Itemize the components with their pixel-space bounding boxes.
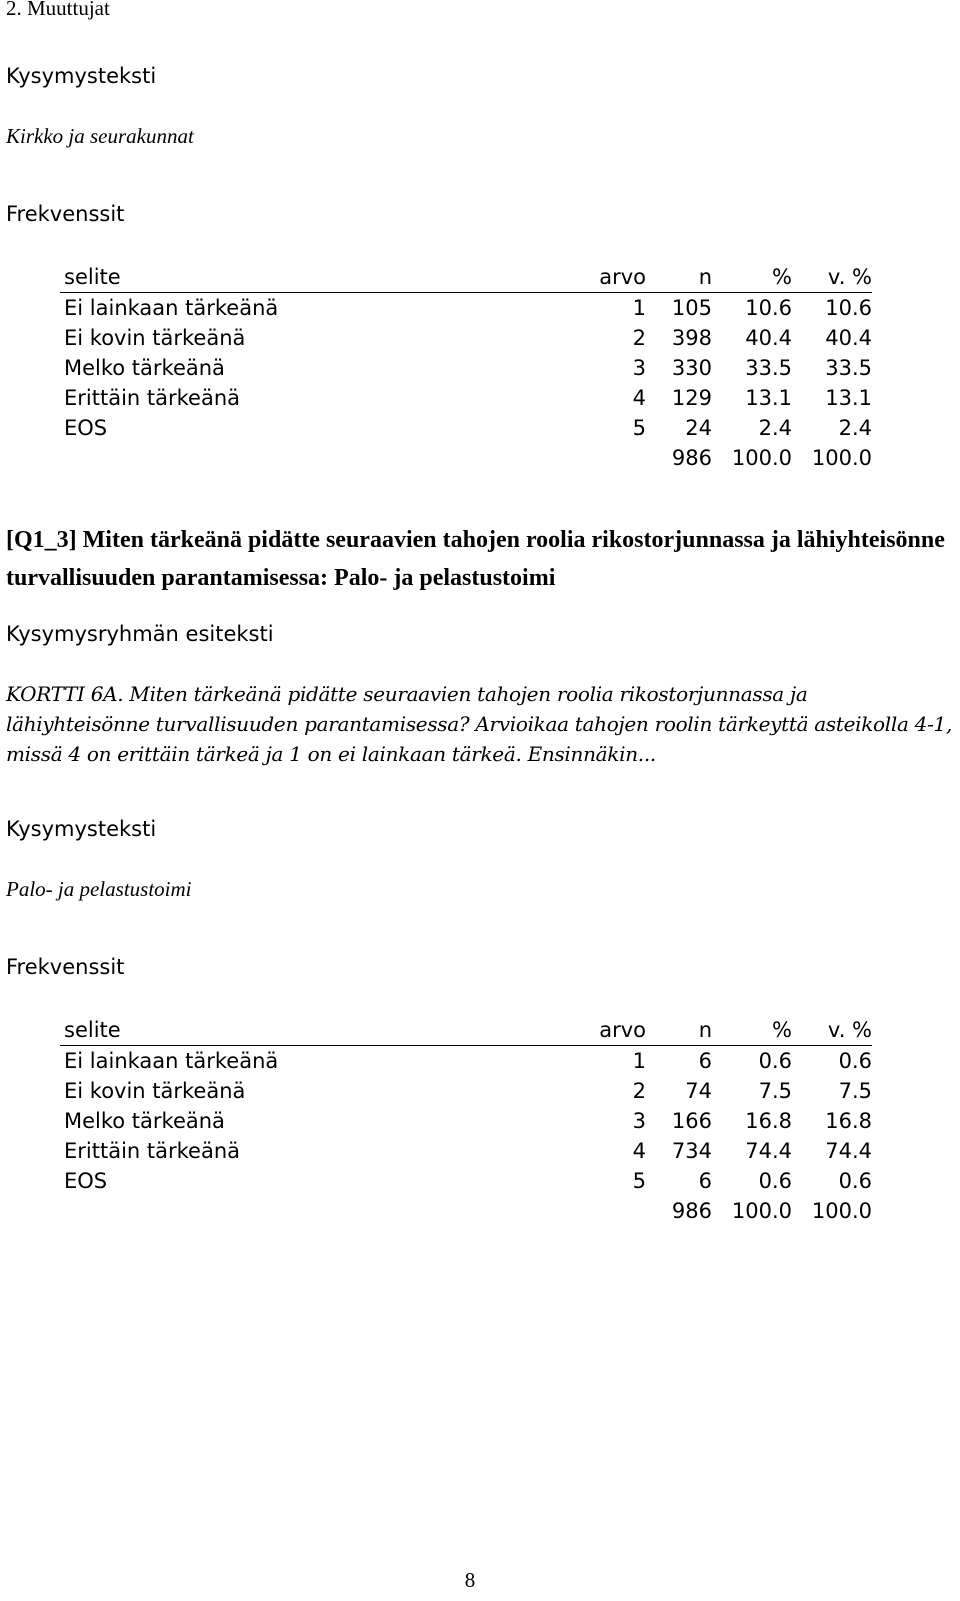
cell-selite: Ei lainkaan tärkeänä — [64, 296, 279, 320]
column-header-arvo: arvo — [584, 1015, 646, 1046]
cell-valid-percent: 74.4 — [825, 1139, 872, 1163]
cell-n: 398 — [671, 326, 712, 350]
cell-selite: Ei kovin tärkeänä — [64, 1079, 246, 1103]
frequencies-label: Frekvenssit — [6, 955, 125, 979]
cell-n: 105 — [671, 296, 712, 320]
cell-total-percent: 100.0 — [731, 446, 792, 470]
question-label: Kysymysteksti — [6, 64, 157, 88]
cell-percent: 0.6 — [758, 1049, 792, 1073]
column-header-selite: selite — [60, 262, 584, 293]
column-header-n: n — [646, 1015, 712, 1046]
cell-valid-percent: 40.4 — [825, 326, 872, 350]
table-row — [60, 1046, 872, 1077]
cell-n: 330 — [671, 356, 712, 380]
cell-percent: 74.4 — [745, 1139, 792, 1163]
cell-selite: Erittäin tärkeänä — [64, 386, 241, 410]
cell-percent: 10.6 — [745, 296, 792, 320]
column-header-valid-percent: v. % — [792, 262, 872, 293]
table-row — [60, 383, 872, 413]
table-row — [60, 1106, 872, 1136]
cell-total-valid-percent: 100.0 — [811, 446, 872, 470]
cell-n: 6 — [698, 1049, 712, 1073]
cell-percent: 0.6 — [758, 1169, 792, 1193]
frequency-table — [60, 262, 872, 473]
cell-valid-percent: 0.6 — [838, 1169, 872, 1193]
group-pretext-label: Kysymysryhmän esiteksti — [6, 622, 274, 646]
group-pretext: KORTTI 6A. Miten tärkeänä pidätte seuraavien tahojen roolia rikostorjunnassa ja lähiyhteisönne turvallisuuden parantamisessa? Arvioikaa tahojen roolin tärkeyttä asteikolla 4-1, missä 4 on erittäin tärkeä ja 1 on ei lainkaan tärkeä. Ensinnäkin... — [6, 682, 953, 766]
page-number: 8 — [464, 1568, 476, 1592]
cell-arvo: 2 — [632, 326, 646, 350]
cell-valid-percent: 2.4 — [838, 416, 872, 440]
frequencies-label: Frekvenssit — [6, 202, 125, 226]
cell-valid-percent: 13.1 — [825, 386, 872, 410]
cell-percent: 33.5 — [745, 356, 792, 380]
cell-arvo: 1 — [632, 296, 646, 320]
question-text: Palo- ja pelastustoimi — [6, 877, 192, 901]
column-header-percent: % — [712, 262, 792, 293]
column-header-arvo: arvo — [584, 262, 646, 293]
cell-arvo: 4 — [632, 386, 646, 410]
table-row — [60, 1076, 872, 1106]
cell-arvo: 3 — [632, 1109, 646, 1133]
column-header-valid-percent: v. % — [792, 1015, 872, 1046]
cell-percent: 40.4 — [745, 326, 792, 350]
cell-n: 74 — [685, 1079, 712, 1103]
table-row — [60, 293, 872, 324]
cell-n: 24 — [685, 416, 712, 440]
cell-percent: 2.4 — [758, 416, 792, 440]
column-header-percent: % — [712, 1015, 792, 1046]
cell-arvo: 3 — [632, 356, 646, 380]
table-header-row — [60, 262, 872, 293]
cell-valid-percent: 10.6 — [825, 296, 872, 320]
table-row — [60, 1166, 872, 1196]
cell-total-percent: 100.0 — [731, 1199, 792, 1223]
cell-selite: EOS — [64, 416, 108, 440]
cell-arvo: 5 — [632, 416, 646, 440]
table-row — [60, 323, 872, 353]
cell-selite — [60, 1196, 584, 1226]
section-header: 2. Muuttujat — [6, 0, 110, 20]
cell-total-valid-percent: 100.0 — [811, 1199, 872, 1223]
cell-valid-percent: 0.6 — [838, 1049, 872, 1073]
question-label: Kysymysteksti — [6, 817, 157, 841]
cell-n: 166 — [671, 1109, 712, 1133]
cell-arvo — [584, 443, 646, 473]
cell-selite: Ei lainkaan tärkeänä — [64, 1049, 279, 1073]
table-total-row — [60, 1196, 872, 1226]
table-header-row — [60, 1015, 872, 1046]
cell-valid-percent: 33.5 — [825, 356, 872, 380]
variable-title: [Q1_3] Miten tärkeänä pidätte seuraavien tahojen roolia rikostorjunnassa ja lähiyhteisönne turvallisuuden parantamisessa: Palo- ja pelastustoimi — [6, 527, 945, 591]
table-row — [60, 1136, 872, 1166]
table-row — [60, 353, 872, 383]
cell-percent: 16.8 — [745, 1109, 792, 1133]
cell-percent: 7.5 — [758, 1079, 792, 1103]
cell-n: 6 — [698, 1169, 712, 1193]
cell-valid-percent: 16.8 — [825, 1109, 872, 1133]
table-total-row — [60, 443, 872, 473]
cell-total-n: 986 — [671, 446, 712, 470]
table-row — [60, 413, 872, 443]
frequency-table — [60, 1015, 872, 1226]
cell-percent: 13.1 — [745, 386, 792, 410]
cell-selite: Melko tärkeänä — [64, 356, 225, 380]
cell-selite: EOS — [64, 1169, 108, 1193]
cell-arvo: 4 — [632, 1139, 646, 1163]
column-header-n: n — [646, 262, 712, 293]
cell-selite: Ei kovin tärkeänä — [64, 326, 246, 350]
cell-total-n: 986 — [671, 1199, 712, 1223]
cell-selite: Melko tärkeänä — [64, 1109, 225, 1133]
cell-selite — [60, 443, 584, 473]
question-text: Kirkko ja seurakunnat — [6, 124, 194, 148]
cell-n: 129 — [671, 386, 712, 410]
cell-arvo — [584, 1196, 646, 1226]
cell-valid-percent: 7.5 — [838, 1079, 872, 1103]
column-header-selite: selite — [60, 1015, 584, 1046]
cell-arvo: 5 — [632, 1169, 646, 1193]
cell-arvo: 1 — [632, 1049, 646, 1073]
cell-selite: Erittäin tärkeänä — [64, 1139, 241, 1163]
cell-n: 734 — [671, 1139, 712, 1163]
cell-arvo: 2 — [632, 1079, 646, 1103]
